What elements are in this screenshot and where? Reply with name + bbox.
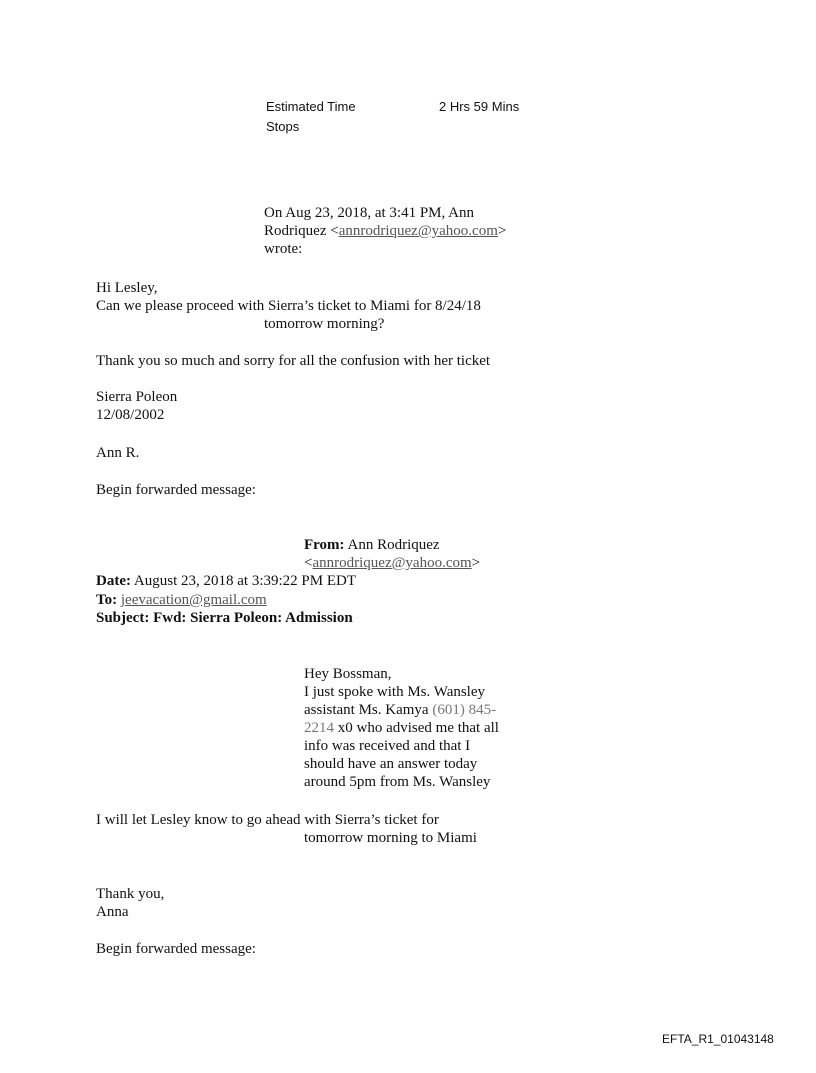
quote-line-2 (264, 222, 506, 240)
greeting: Hi Lesley, (96, 280, 158, 296)
message2-line-4: info was received and that I (304, 738, 471, 754)
date-label: Date: (96, 573, 131, 589)
subject-line (96, 609, 353, 627)
greeting-2: Hey Bossman, (304, 666, 392, 682)
message2-line-2 (304, 701, 496, 719)
stops-label: Stops (266, 119, 300, 134)
from-email-link[interactable]: annrodriquez@yahoo.com (312, 555, 472, 571)
phone-number[interactable]: (601) 845- (432, 702, 497, 718)
thanks-2: Thank you, (96, 886, 165, 902)
to-label: To: (96, 592, 118, 608)
quote-bracket: > (497, 223, 507, 239)
message2-line-2-text: assistant Ms. Kamya (304, 702, 433, 718)
signature-2: Anna (96, 904, 129, 920)
thanks-line: Thank you so much and sorry for all the confusion with her ticket (96, 353, 491, 369)
message2-line-6: around 5pm from Ms. Wansley (304, 774, 491, 790)
estimated-time-value: 2 Hrs 59 Mins (439, 99, 520, 114)
from-name: Ann Rodriquez (347, 537, 440, 553)
subject-value: Fwd: Sierra Poleon: Admission (153, 610, 353, 626)
from-line (304, 536, 440, 554)
message2-line-8: tomorrow morning to Miami (304, 830, 477, 846)
message-line-1: Can we please proceed with Sierra’s ticket to Miami for 8/24/18 (96, 298, 481, 314)
quote-author-text: Rodriquez < (264, 223, 339, 239)
message2-line-5: should have an answer today (304, 756, 478, 772)
date-value: August 23, 2018 at 3:39:22 PM EDT (133, 573, 357, 589)
from-label: From: (304, 537, 345, 553)
forwarded-message-label-2: Begin forwarded message: (96, 941, 256, 957)
message-line-2: tomorrow morning? (264, 316, 385, 332)
person-name: Sierra Poleon (96, 389, 178, 405)
message2-line-3 (304, 719, 499, 737)
quote-line-1: On Aug 23, 2018, at 3:41 PM, Ann (264, 205, 475, 221)
message2-line-1: I just spoke with Ms. Wansley (304, 684, 486, 700)
to-line (96, 591, 267, 609)
document-id: EFTA_R1_01043148 (662, 1032, 774, 1046)
message2-line-7: I will let Lesley know to go ahead with Sierra’s ticket for (96, 812, 439, 828)
person-dob: 12/08/2002 (96, 407, 165, 423)
signature: Ann R. (96, 445, 140, 461)
date-line (96, 572, 356, 590)
quote-email-link[interactable]: annrodriquez@yahoo.com (338, 223, 498, 239)
phone-number-cont[interactable]: 2214 (304, 720, 334, 736)
from-email-line: <annrodriquez@yahoo.com> (304, 555, 481, 571)
forwarded-message-label: Begin forwarded message: (96, 482, 256, 498)
estimated-time-label: Estimated Time (266, 99, 356, 114)
to-email-link[interactable]: jeevacation@gmail.com (120, 592, 267, 608)
quote-line-3: wrote: (264, 241, 303, 257)
message2-line-3-text: x0 who advised me that all (334, 720, 499, 736)
subject-label: Subject: (96, 610, 150, 626)
